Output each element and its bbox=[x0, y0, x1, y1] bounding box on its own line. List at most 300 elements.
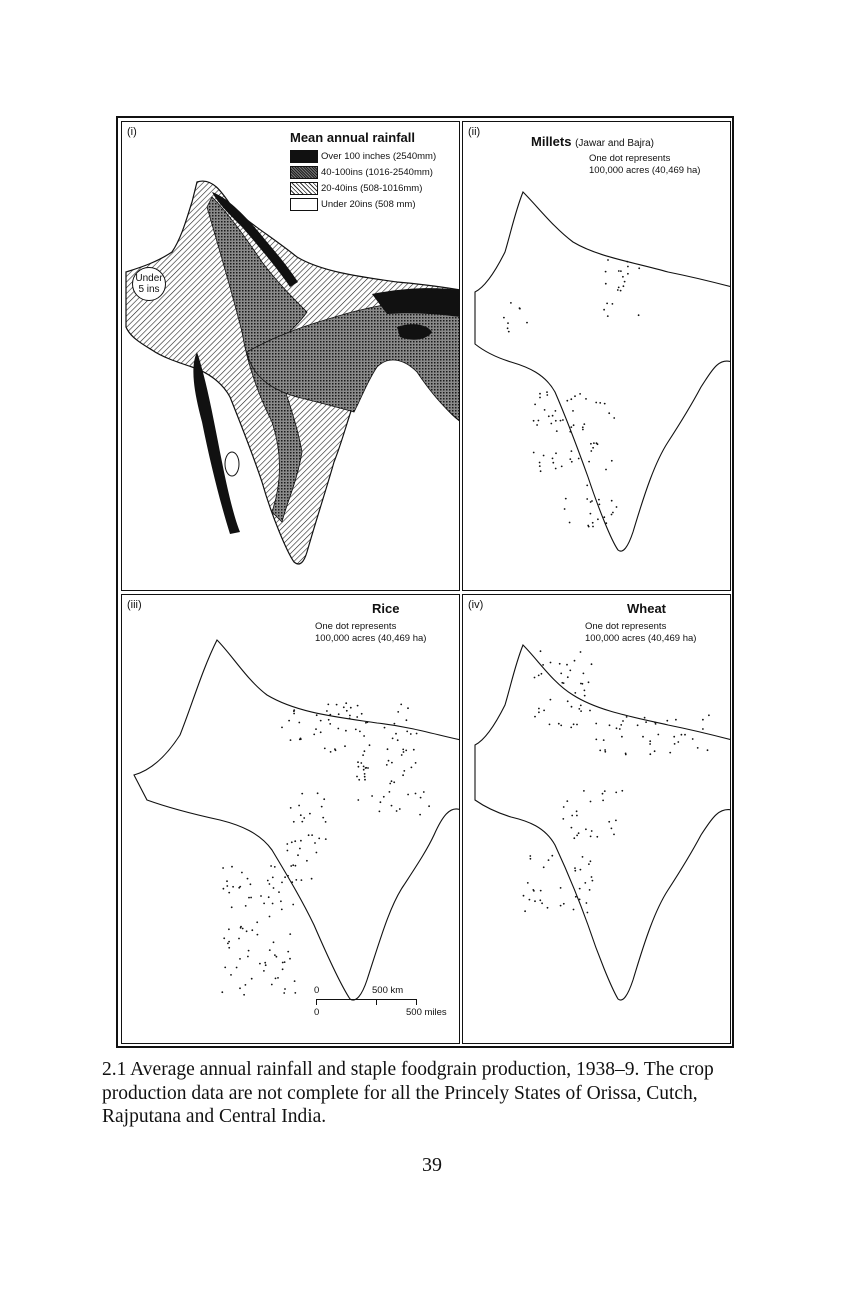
production-dot bbox=[294, 980, 296, 982]
production-dot bbox=[400, 704, 402, 706]
production-dot bbox=[248, 950, 250, 952]
production-dot bbox=[570, 426, 572, 428]
legend-swatch bbox=[290, 150, 318, 163]
figure-frame bbox=[116, 116, 734, 1048]
production-dot bbox=[589, 889, 591, 891]
production-dot bbox=[538, 420, 540, 422]
production-dot bbox=[692, 738, 694, 740]
panel-title: Mean annual rainfall bbox=[290, 130, 415, 145]
production-dot bbox=[575, 896, 577, 898]
figure-caption: 2.1 Average annual rainfall and staple foodgrain production, 1938–9. The crop production data are not complete for all the Princely States of Orissa, Cutch, Rajputana and Central India. bbox=[102, 1059, 714, 1127]
production-dot bbox=[593, 442, 595, 444]
under-5-ins-label bbox=[132, 267, 166, 301]
production-dot bbox=[543, 710, 545, 712]
production-dot bbox=[391, 805, 393, 807]
rice-map bbox=[122, 595, 460, 1044]
production-dot bbox=[583, 423, 585, 425]
note-line-2: 100,000 acres (40,469 ha) bbox=[315, 633, 427, 644]
production-dot bbox=[297, 854, 299, 856]
production-dot bbox=[627, 273, 629, 275]
production-dot bbox=[571, 450, 573, 452]
production-dot bbox=[590, 513, 592, 515]
production-dot bbox=[349, 718, 351, 720]
panel-title: Rice bbox=[372, 601, 400, 616]
production-dot bbox=[669, 752, 671, 754]
production-dot bbox=[595, 402, 597, 404]
production-dot bbox=[309, 813, 311, 815]
production-dot bbox=[541, 902, 543, 904]
production-dot bbox=[264, 962, 266, 964]
production-dot bbox=[580, 651, 582, 653]
production-dot bbox=[527, 882, 529, 884]
production-dot bbox=[666, 720, 668, 722]
production-dot bbox=[359, 731, 361, 733]
production-dot bbox=[578, 458, 580, 460]
production-dot bbox=[386, 764, 388, 766]
panel-number: (iii) bbox=[127, 599, 142, 611]
production-dot bbox=[241, 872, 243, 874]
production-dot bbox=[533, 452, 535, 454]
production-dot bbox=[538, 708, 540, 710]
production-dot bbox=[534, 404, 536, 406]
production-dot bbox=[574, 870, 576, 872]
production-dot bbox=[622, 720, 624, 722]
production-dot bbox=[561, 466, 563, 468]
production-dot bbox=[397, 711, 399, 713]
production-dot bbox=[263, 903, 265, 905]
production-dot bbox=[544, 409, 546, 411]
production-dot bbox=[580, 710, 582, 712]
production-dot bbox=[406, 719, 408, 721]
production-dot bbox=[684, 734, 686, 736]
production-dot bbox=[287, 951, 289, 953]
production-dot bbox=[231, 866, 233, 868]
production-dot bbox=[606, 303, 608, 305]
production-dot bbox=[621, 790, 623, 792]
production-dot bbox=[245, 905, 247, 907]
production-dot bbox=[673, 736, 675, 738]
production-dot bbox=[534, 716, 536, 718]
production-dot bbox=[573, 424, 575, 426]
production-dot bbox=[548, 859, 550, 861]
production-dot bbox=[294, 840, 296, 842]
legend-swatch bbox=[290, 198, 318, 211]
production-dot bbox=[240, 927, 242, 929]
scale-mi-label: 500 miles bbox=[406, 1007, 447, 1018]
production-dot bbox=[286, 843, 288, 845]
production-dot bbox=[330, 751, 332, 753]
production-dot bbox=[271, 984, 273, 986]
production-dot bbox=[228, 947, 230, 949]
production-dot bbox=[274, 866, 276, 868]
production-dot bbox=[290, 865, 292, 867]
production-dot bbox=[604, 751, 606, 753]
production-dot bbox=[507, 322, 509, 324]
production-dot bbox=[560, 887, 562, 889]
production-dot bbox=[269, 949, 271, 951]
production-dot bbox=[360, 762, 362, 764]
production-dot bbox=[608, 412, 610, 414]
production-dot bbox=[560, 905, 562, 907]
production-dot bbox=[603, 309, 605, 311]
production-dot bbox=[644, 717, 646, 719]
production-dot bbox=[588, 681, 590, 683]
production-dot bbox=[280, 900, 282, 902]
production-dot bbox=[590, 860, 592, 862]
production-dot bbox=[231, 906, 233, 908]
production-dot bbox=[586, 498, 588, 500]
production-dot bbox=[350, 707, 352, 709]
production-dot bbox=[617, 289, 619, 291]
panel-number: (iv) bbox=[468, 599, 484, 611]
production-dot bbox=[329, 723, 331, 725]
production-dot bbox=[566, 400, 568, 402]
production-dot bbox=[363, 769, 365, 771]
production-dot bbox=[317, 792, 319, 794]
production-dot bbox=[580, 869, 582, 871]
production-dot bbox=[615, 820, 617, 822]
production-dot bbox=[298, 805, 300, 807]
production-dot bbox=[539, 465, 541, 467]
production-dot bbox=[415, 762, 417, 764]
production-dot bbox=[543, 455, 545, 457]
production-dot bbox=[616, 727, 618, 729]
production-dot bbox=[357, 761, 359, 763]
production-dot bbox=[595, 723, 597, 725]
production-dot bbox=[367, 767, 369, 769]
production-dot bbox=[287, 850, 289, 852]
production-dot bbox=[334, 748, 336, 750]
production-dot bbox=[603, 516, 605, 518]
production-dot bbox=[303, 817, 305, 819]
dot-note bbox=[585, 621, 696, 645]
production-dot bbox=[607, 259, 609, 261]
production-dot bbox=[232, 886, 234, 888]
note-line-2: 100,000 acres (40,469 ha) bbox=[585, 633, 697, 644]
production-dot bbox=[596, 836, 598, 838]
production-dot bbox=[708, 714, 710, 716]
production-dot bbox=[548, 415, 550, 417]
scale-line bbox=[316, 999, 416, 1006]
scale-zero-km: 0 bbox=[314, 985, 320, 996]
production-dot bbox=[327, 704, 329, 706]
production-dot bbox=[599, 750, 601, 752]
production-dot bbox=[595, 739, 597, 741]
production-dot bbox=[586, 902, 588, 904]
production-dot bbox=[597, 518, 599, 520]
production-dot bbox=[507, 327, 509, 329]
production-dot bbox=[559, 663, 561, 665]
production-dot bbox=[674, 743, 676, 745]
production-dot bbox=[263, 970, 265, 972]
production-dot bbox=[566, 664, 568, 666]
production-dot bbox=[586, 485, 588, 487]
production-dot bbox=[245, 984, 247, 986]
production-dot bbox=[221, 991, 223, 993]
panel-number: (i) bbox=[127, 126, 137, 138]
production-dot bbox=[282, 962, 284, 964]
production-dot bbox=[326, 710, 328, 712]
production-dot bbox=[542, 664, 544, 666]
panel-millets bbox=[462, 121, 731, 591]
production-dot bbox=[248, 897, 250, 899]
panel-wheat bbox=[462, 594, 731, 1044]
production-dot bbox=[555, 468, 557, 470]
production-dot bbox=[223, 937, 225, 939]
production-dot bbox=[293, 821, 295, 823]
scale-zero-mi: 0 bbox=[314, 1007, 320, 1018]
production-dot bbox=[363, 735, 365, 737]
production-dot bbox=[524, 910, 526, 912]
under-5-line-2: 5 ins bbox=[138, 284, 160, 295]
production-dot bbox=[299, 848, 301, 850]
production-dot bbox=[611, 828, 613, 830]
production-dot bbox=[579, 393, 581, 395]
production-dot bbox=[579, 888, 581, 890]
production-dot bbox=[239, 987, 241, 989]
production-dot bbox=[325, 838, 327, 840]
production-dot bbox=[301, 821, 303, 823]
production-dot bbox=[384, 727, 386, 729]
production-dot bbox=[420, 797, 422, 799]
production-dot bbox=[596, 442, 598, 444]
production-dot bbox=[536, 424, 538, 426]
production-dot bbox=[547, 907, 549, 909]
production-dot bbox=[246, 930, 248, 932]
production-dot bbox=[599, 402, 601, 404]
production-dot bbox=[549, 724, 551, 726]
production-dot bbox=[592, 447, 594, 449]
legend-label: Under 20ins (508 mm) bbox=[321, 198, 416, 210]
india-outline bbox=[134, 640, 460, 1000]
production-dot bbox=[265, 964, 267, 966]
production-dot bbox=[407, 794, 409, 796]
legend-swatch bbox=[290, 166, 318, 179]
production-dot bbox=[571, 815, 573, 817]
production-dot bbox=[587, 912, 589, 914]
production-dot bbox=[250, 883, 252, 885]
production-dot bbox=[592, 522, 594, 524]
production-dot bbox=[571, 706, 573, 708]
legend-item bbox=[290, 180, 436, 196]
production-dot bbox=[590, 443, 592, 445]
production-dot bbox=[391, 780, 393, 782]
production-dot bbox=[371, 795, 373, 797]
production-dot bbox=[681, 734, 683, 736]
production-dot bbox=[226, 880, 228, 882]
production-dot bbox=[550, 662, 552, 664]
production-dot bbox=[605, 283, 607, 285]
production-dot bbox=[591, 830, 593, 832]
production-dot bbox=[364, 776, 366, 778]
production-dot bbox=[413, 749, 415, 751]
production-dot bbox=[563, 806, 565, 808]
production-dot bbox=[560, 673, 562, 675]
production-dot bbox=[571, 461, 573, 463]
production-dot bbox=[251, 929, 253, 931]
production-dot bbox=[591, 663, 593, 665]
production-dot bbox=[256, 921, 258, 923]
production-dot bbox=[585, 398, 587, 400]
production-dot bbox=[540, 650, 542, 652]
production-dot bbox=[626, 716, 628, 718]
production-dot bbox=[546, 391, 548, 393]
production-dot bbox=[403, 751, 405, 753]
production-dot bbox=[592, 526, 594, 528]
production-dot bbox=[325, 821, 327, 823]
production-dot bbox=[393, 781, 395, 783]
production-dot bbox=[247, 956, 249, 958]
production-dot bbox=[383, 796, 385, 798]
production-dot bbox=[392, 738, 394, 740]
production-dot bbox=[405, 750, 407, 752]
production-dot bbox=[292, 864, 294, 866]
production-dot bbox=[415, 793, 417, 795]
production-dot bbox=[576, 724, 578, 726]
scale-km-label: 500 km bbox=[372, 985, 404, 996]
production-dot bbox=[657, 734, 659, 736]
production-dot bbox=[281, 727, 283, 729]
india-outline bbox=[475, 645, 731, 1000]
rainfall-legend bbox=[290, 148, 436, 212]
scale-tick bbox=[316, 999, 317, 1005]
production-dot bbox=[239, 958, 241, 960]
production-dot bbox=[401, 754, 403, 756]
production-dot bbox=[702, 719, 704, 721]
production-dot bbox=[540, 890, 542, 892]
production-dot bbox=[406, 731, 408, 733]
production-dot bbox=[539, 397, 541, 399]
millets-map bbox=[463, 122, 731, 591]
production-dot bbox=[550, 699, 552, 701]
production-dot bbox=[316, 852, 318, 854]
production-dot bbox=[588, 526, 590, 528]
panel-number: (ii) bbox=[468, 126, 481, 138]
production-dot bbox=[569, 522, 571, 524]
production-dot bbox=[273, 941, 275, 943]
production-dot bbox=[569, 670, 571, 672]
production-dot bbox=[358, 766, 360, 768]
production-dot bbox=[362, 754, 364, 756]
production-dot bbox=[620, 290, 622, 292]
production-dot bbox=[295, 879, 297, 881]
production-dot bbox=[243, 994, 245, 996]
production-dot bbox=[328, 719, 330, 721]
production-dot bbox=[300, 738, 302, 740]
production-dot bbox=[399, 808, 401, 810]
production-dot bbox=[224, 967, 226, 969]
production-dot bbox=[389, 791, 391, 793]
production-dot bbox=[364, 750, 366, 752]
production-dot bbox=[612, 303, 614, 305]
production-dot bbox=[273, 887, 275, 889]
production-dot bbox=[313, 734, 315, 736]
production-dot bbox=[238, 938, 240, 940]
production-dot bbox=[562, 818, 564, 820]
production-dot bbox=[284, 876, 286, 878]
production-dot bbox=[590, 450, 592, 452]
production-dot bbox=[579, 899, 581, 901]
production-dot bbox=[573, 909, 575, 911]
production-dot bbox=[560, 725, 562, 727]
production-dot bbox=[277, 977, 279, 979]
production-dot bbox=[358, 779, 360, 781]
production-dot bbox=[590, 501, 592, 503]
production-dot bbox=[552, 458, 554, 460]
production-dot bbox=[574, 867, 576, 869]
production-dot bbox=[282, 968, 284, 970]
production-dot bbox=[321, 806, 323, 808]
production-dot bbox=[275, 978, 277, 980]
production-dot bbox=[284, 988, 286, 990]
production-dot bbox=[308, 834, 310, 836]
production-dot bbox=[582, 856, 584, 858]
production-dot bbox=[272, 877, 274, 879]
production-dot bbox=[552, 462, 554, 464]
production-dot bbox=[292, 904, 294, 906]
production-dot bbox=[539, 899, 541, 901]
production-dot bbox=[529, 855, 531, 857]
production-dot bbox=[226, 885, 228, 887]
production-dot bbox=[702, 728, 704, 730]
production-dot bbox=[583, 673, 585, 675]
production-dot bbox=[410, 733, 412, 735]
production-dot bbox=[604, 790, 606, 792]
production-dot bbox=[223, 888, 225, 890]
production-dot bbox=[228, 892, 230, 894]
production-dot bbox=[290, 807, 292, 809]
production-dot bbox=[552, 415, 554, 417]
production-dot bbox=[611, 514, 613, 516]
production-dot bbox=[618, 287, 620, 289]
production-dot bbox=[337, 728, 339, 730]
production-dot bbox=[576, 835, 578, 837]
production-dot bbox=[242, 928, 244, 930]
production-dot bbox=[523, 895, 525, 897]
production-dot bbox=[329, 714, 331, 716]
production-dot bbox=[356, 776, 358, 778]
dot-note bbox=[315, 621, 426, 645]
production-dot bbox=[369, 744, 371, 746]
production-dot bbox=[284, 961, 286, 963]
production-dot bbox=[396, 810, 398, 812]
production-dot bbox=[294, 992, 296, 994]
production-dot bbox=[654, 722, 656, 724]
production-dot bbox=[276, 956, 278, 958]
production-dot bbox=[591, 876, 593, 878]
production-dot bbox=[558, 723, 560, 725]
production-dot bbox=[311, 878, 313, 880]
production-dot bbox=[627, 266, 629, 268]
production-dot bbox=[613, 417, 615, 419]
production-dot bbox=[607, 315, 609, 317]
production-dot bbox=[604, 403, 606, 405]
legend-label: Over 100 inches (2540mm) bbox=[321, 150, 437, 162]
title-sub: (Jawar and Bajra) bbox=[575, 138, 655, 149]
production-dot bbox=[543, 866, 545, 868]
production-dot bbox=[380, 801, 382, 803]
production-dot bbox=[295, 865, 297, 867]
production-dot bbox=[346, 710, 348, 712]
production-dot bbox=[257, 934, 259, 936]
production-dot bbox=[363, 766, 365, 768]
production-dot bbox=[293, 709, 295, 711]
production-dot bbox=[423, 791, 425, 793]
production-dot bbox=[556, 430, 558, 432]
production-dot bbox=[603, 739, 605, 741]
production-dot bbox=[269, 916, 271, 918]
production-dot bbox=[569, 458, 571, 460]
